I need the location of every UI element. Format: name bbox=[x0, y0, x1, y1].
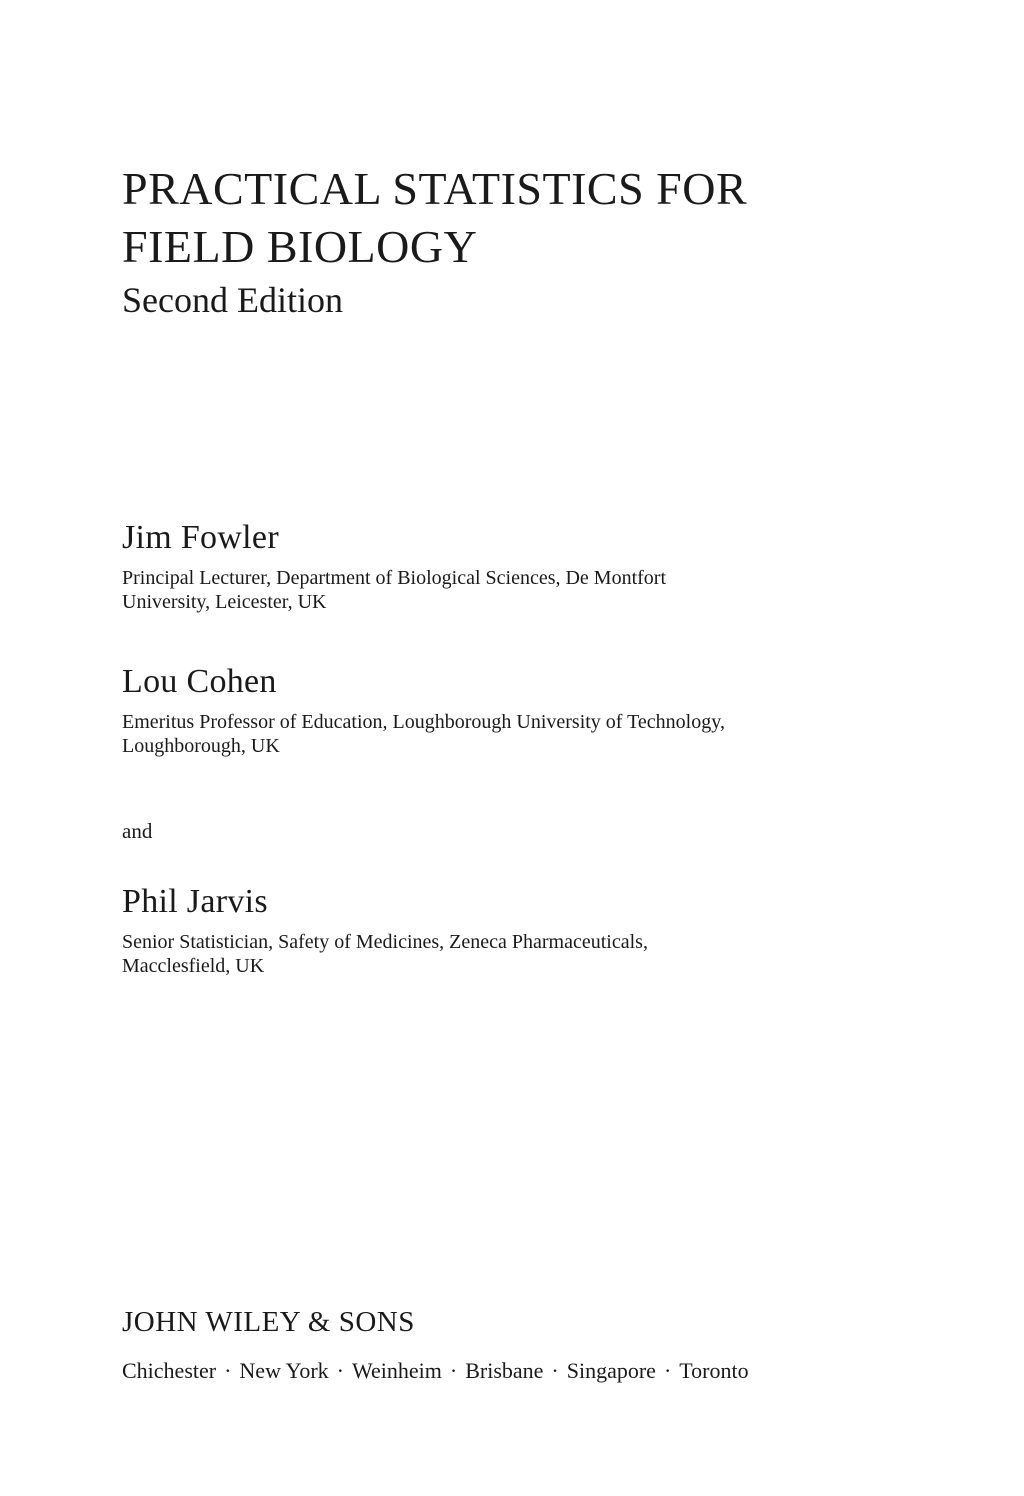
book-title-line-1: PRACTICAL STATISTICS FOR bbox=[122, 163, 748, 214]
city-name: Brisbane bbox=[465, 1358, 544, 1383]
affiliation-line: Loughborough, UK bbox=[122, 735, 280, 757]
city-name: New York bbox=[239, 1358, 329, 1383]
city-name: Weinheim bbox=[352, 1358, 442, 1383]
publisher-name: JOHN WILEY & SONS bbox=[122, 1306, 415, 1338]
city-separator: · bbox=[449, 1358, 458, 1383]
affiliation-line: University, Leicester, UK bbox=[122, 591, 327, 613]
author-block bbox=[122, 882, 942, 978]
book-title-block bbox=[122, 160, 982, 322]
city-separator: · bbox=[224, 1358, 232, 1383]
affiliation-line: Principal Lecturer, Department of Biological Sciences, De Montfort bbox=[122, 567, 667, 589]
conjunction-and: and bbox=[122, 819, 153, 843]
affiliation-line: Macclesfield, UK bbox=[122, 955, 265, 977]
author-name: Jim Fowler bbox=[122, 519, 279, 556]
city-separator: · bbox=[663, 1358, 672, 1383]
book-title-line-2: FIELD BIOLOGY bbox=[122, 221, 478, 272]
city-separator: · bbox=[336, 1358, 344, 1383]
city-separator: · bbox=[551, 1358, 559, 1383]
author-block bbox=[122, 518, 942, 614]
city-name: Chichester bbox=[122, 1358, 217, 1383]
edition-label: Second Edition bbox=[122, 280, 343, 320]
author-block bbox=[122, 662, 942, 758]
author-affiliation bbox=[122, 710, 942, 758]
affiliation-line: Emeritus Professor of Education, Loughborough University of Technology, bbox=[122, 711, 725, 733]
publisher-cities bbox=[122, 1357, 749, 1385]
city-name: Toronto bbox=[679, 1358, 749, 1383]
city-name: Singapore bbox=[566, 1358, 656, 1383]
affiliation-line: Senior Statistician, Safety of Medicines, Zeneca Pharmaceuticals, bbox=[122, 931, 648, 953]
author-affiliation bbox=[122, 566, 942, 614]
author-name: Phil Jarvis bbox=[122, 883, 268, 920]
author-name: Lou Cohen bbox=[122, 663, 277, 700]
author-affiliation bbox=[122, 930, 942, 978]
